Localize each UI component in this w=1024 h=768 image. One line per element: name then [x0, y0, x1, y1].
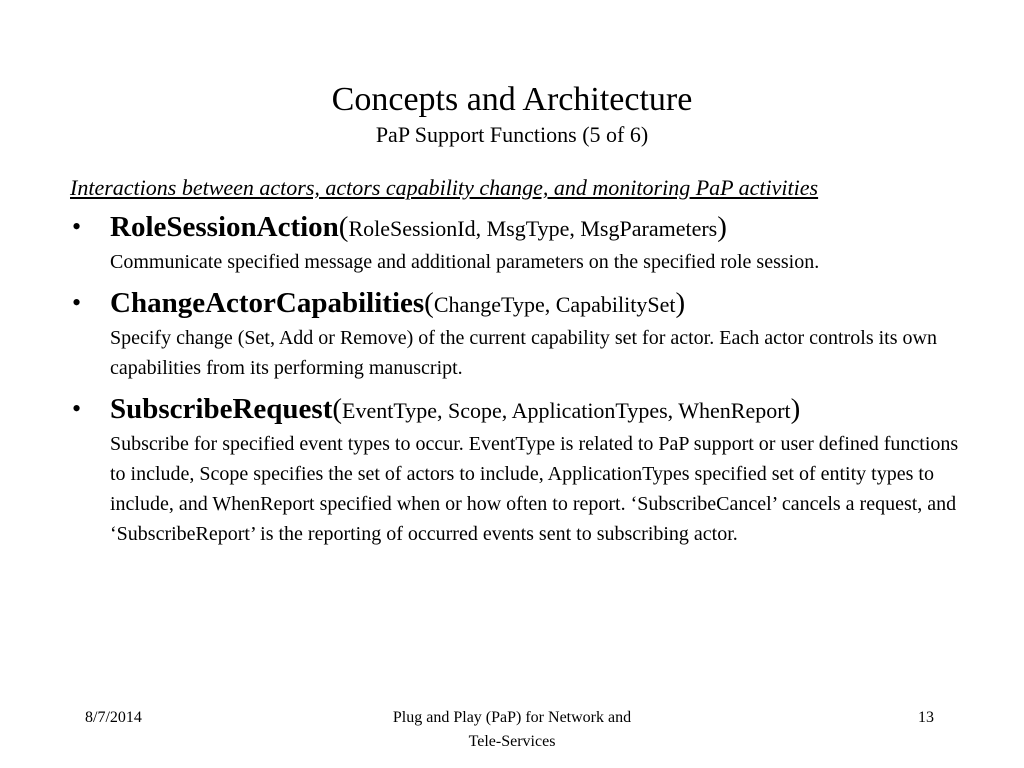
footer-date: 8/7/2014 — [85, 709, 142, 726]
bullet-item — [70, 209, 960, 277]
function-signature — [110, 209, 960, 247]
bullet-item — [70, 285, 960, 383]
slide-content — [70, 172, 960, 557]
slide-title: Concepts and Architecture — [331, 81, 693, 118]
slide-subtitle: PaP Support Functions (5 of 6) — [375, 122, 649, 147]
intro-heading: Interactions between actors, actors capability change, and monitoring PaP activities — [70, 175, 819, 200]
function-description: Subscribe for specified event types to occur. EventType is related to PaP support or user defined functions to include, Scope specifies the set of actors to include, ApplicationTypes specified set of entity types to include, and WhenReport specified when or how often to report. ‘SubscribeCancel’ cancels a request, and ‘SubscribeReport’ is the reporting of occurred events sent to subscribing actor. — [110, 433, 959, 545]
function-params: EventType, Scope, ApplicationTypes, WhenReport — [342, 398, 791, 423]
open-paren: ( — [424, 287, 434, 319]
function-params: ChangeType, CapabilitySet — [433, 292, 676, 317]
slide-title-block — [0, 80, 1024, 150]
open-paren: ( — [332, 393, 343, 425]
bullet-marker: • — [72, 212, 82, 241]
open-paren: ( — [338, 211, 349, 243]
bullet-marker: • — [72, 394, 82, 423]
function-params: RoleSessionId, MsgType, MsgParameters — [348, 216, 718, 241]
function-name: SubscribeRequest — [110, 393, 333, 425]
function-signature — [110, 391, 960, 429]
bullet-item — [70, 391, 960, 549]
function-name: RoleSessionAction — [110, 211, 339, 243]
function-name: ChangeActorCapabilities — [110, 287, 425, 319]
footer-title-line: Tele-Services — [468, 733, 556, 750]
footer-title-line: Plug and Play (PaP) for Network and — [392, 709, 632, 726]
footer-title — [352, 706, 672, 754]
bullet-marker: • — [72, 288, 82, 317]
close-paren: ) — [675, 287, 686, 319]
page-number: 13 — [918, 709, 934, 726]
function-description: Communicate specified message and additional parameters on the specified role session. — [110, 251, 820, 273]
close-paren: ) — [790, 393, 801, 425]
function-signature — [110, 285, 960, 323]
function-description: Specify change (Set, Add or Remove) of the current capability set for actor. Each actor controls its own capabilities from its performing manuscript. — [110, 327, 937, 379]
close-paren: ) — [717, 211, 727, 243]
